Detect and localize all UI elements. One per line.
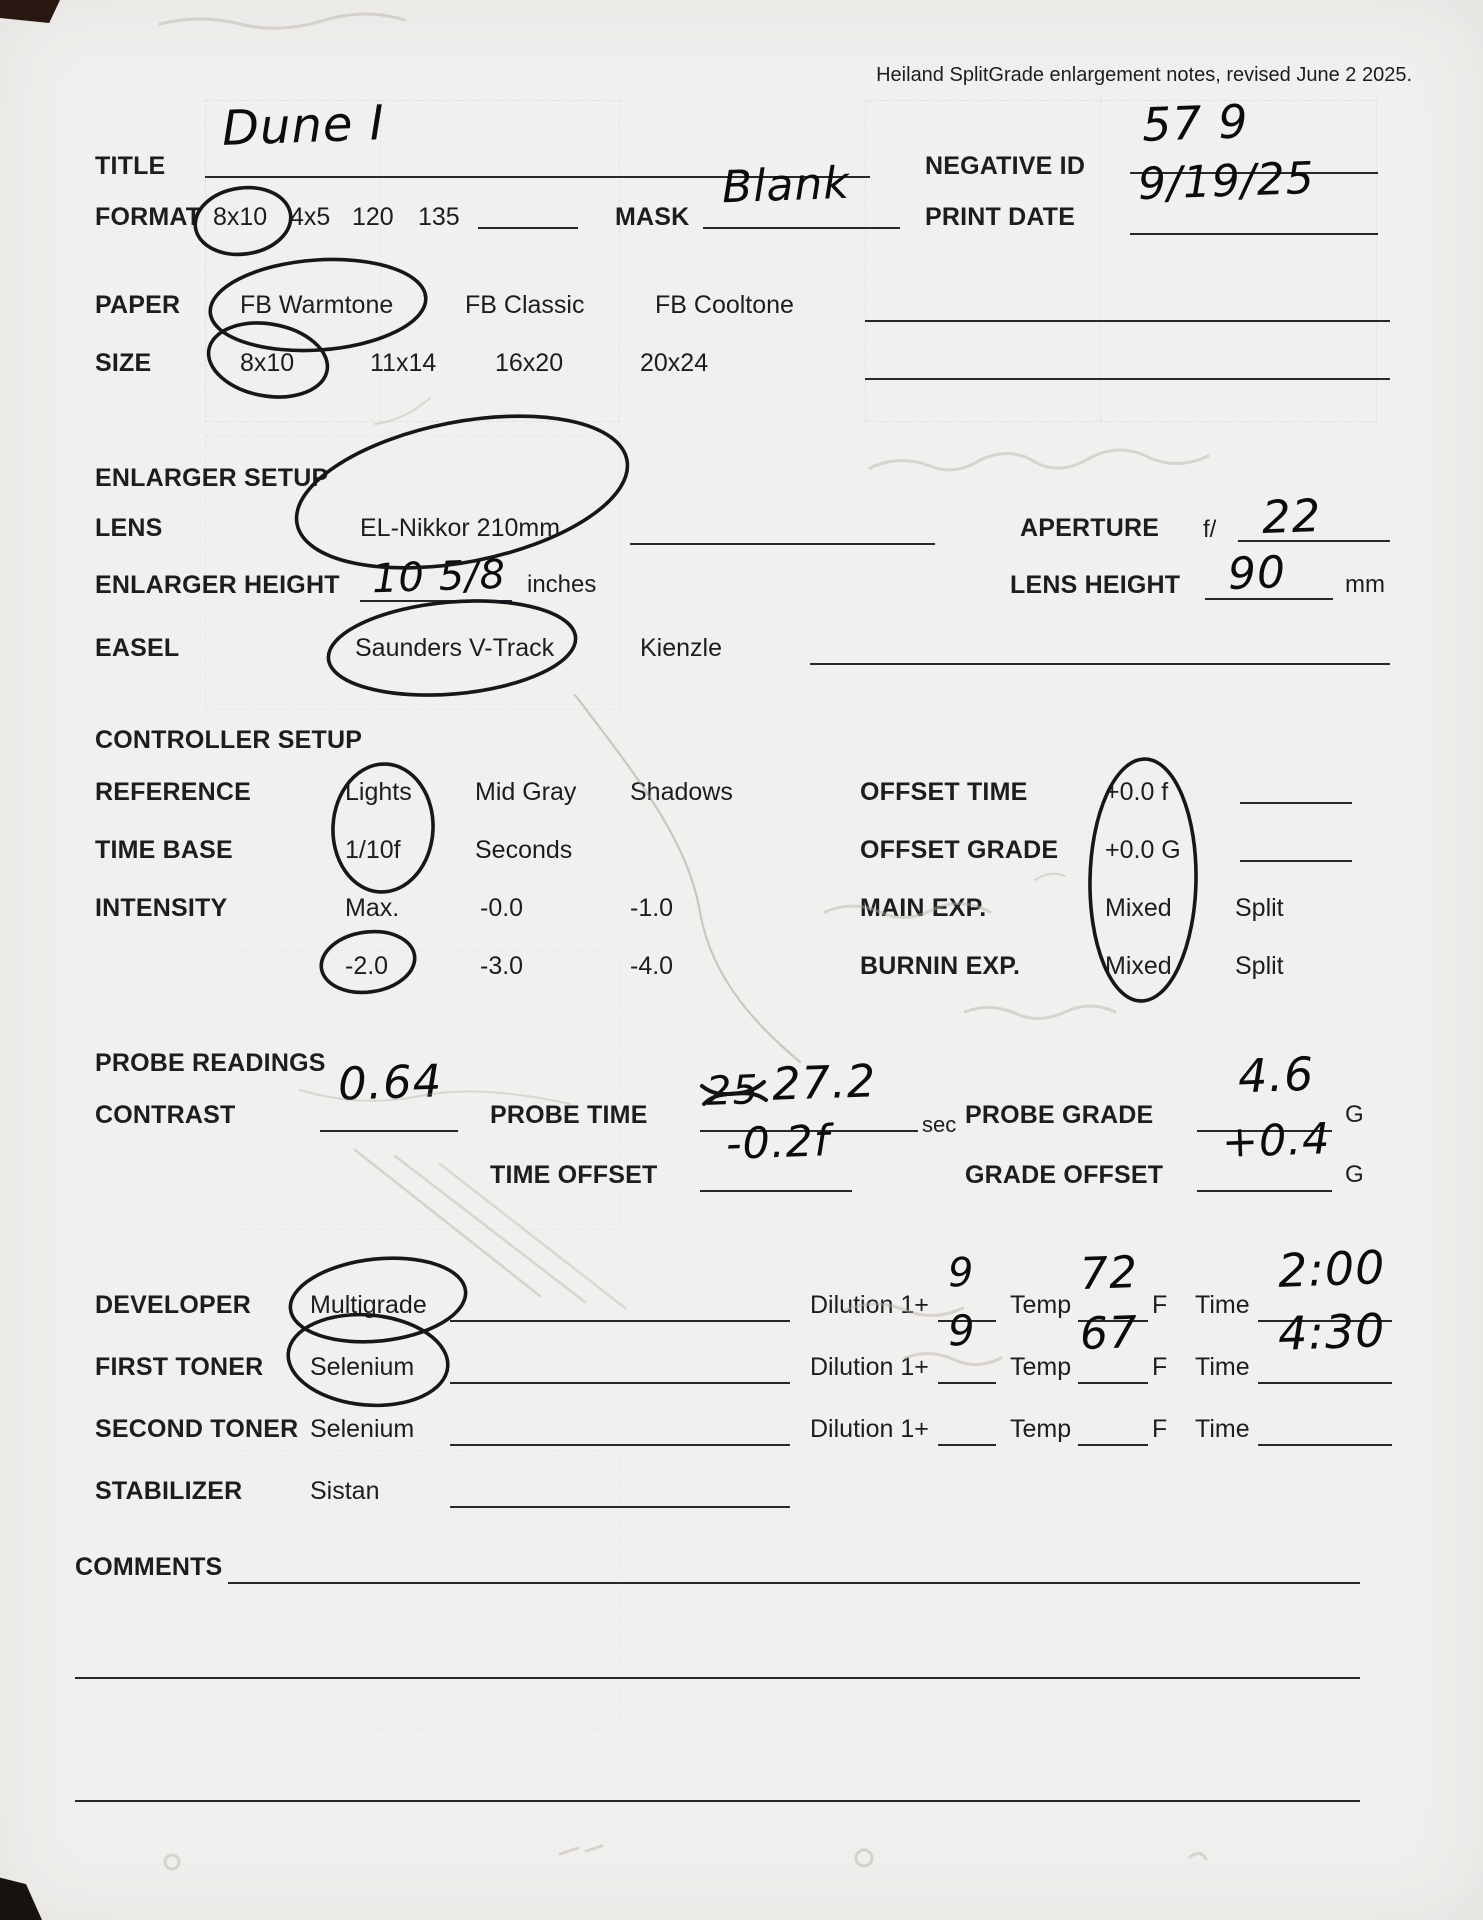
paper-option-fb-warmtone: FB Warmtone	[240, 291, 394, 319]
burnin-exp-label: BURNIN EXP.	[860, 952, 1021, 980]
print-date-label: PRINT DATE	[925, 203, 1076, 231]
dilution-underline-row3	[938, 1444, 996, 1446]
grade-offset-label: GRADE OFFSET	[965, 1161, 1164, 1189]
mask-label: MASK	[615, 203, 690, 231]
probe-grade-unit: G	[1345, 1101, 1364, 1128]
comments-underline-3	[75, 1800, 1360, 1802]
first-toner-option: Selenium	[310, 1353, 415, 1381]
developer-option: Multigrade	[310, 1291, 427, 1319]
temp-unit-row3: F	[1152, 1415, 1168, 1443]
scan-corner-artifact	[0, 0, 60, 23]
intensity-option-neg2: -2.0	[345, 952, 389, 980]
intensity-option-max: Max.	[345, 894, 400, 922]
temp-value-row1: 72	[1079, 1247, 1139, 1300]
paper-label: PAPER	[95, 291, 181, 319]
title-label: TITLE	[95, 152, 166, 180]
negative-id-label: NEGATIVE ID	[925, 152, 1086, 180]
aperture-label: APERTURE	[1020, 514, 1160, 542]
bleed-through-artifact	[870, 450, 1208, 470]
temp-unit-row2: F	[1152, 1353, 1168, 1381]
dilution-value-row2: 9	[947, 1305, 977, 1356]
time-offset-label: TIME OFFSET	[490, 1161, 658, 1189]
time-base-label: TIME BASE	[95, 836, 233, 864]
bleed-through-artifact	[160, 14, 405, 28]
paper-underline	[865, 320, 1390, 322]
contrast-underline	[320, 1130, 458, 1132]
intensity-option-neg4: -4.0	[630, 952, 674, 980]
temp-label-row1: Temp	[1010, 1291, 1072, 1319]
temp-label-row2: Temp	[1010, 1353, 1072, 1381]
negative-id-value: 57 9	[1141, 94, 1250, 152]
guide-box	[205, 1450, 620, 1730]
format-option-120: 120	[352, 203, 394, 231]
enlarger-height-value: 10 5/8	[371, 551, 507, 603]
temp-underline-row2	[1078, 1382, 1148, 1384]
offset-grade-value: +0.0 G	[1105, 836, 1181, 864]
time-underline-row2	[1258, 1382, 1392, 1384]
bleed-through-artifact	[965, 1006, 1115, 1019]
developer-label: DEVELOPER	[95, 1291, 251, 1319]
paper-option-fb-cooltone: FB Cooltone	[655, 291, 794, 319]
intensity-option-neg3: -3.0	[480, 952, 524, 980]
time-label-row3: Time	[1195, 1415, 1250, 1443]
size-option-20x24: 20x24	[640, 349, 709, 377]
offset-grade-underline	[1240, 860, 1352, 862]
size-label: SIZE	[95, 349, 152, 377]
mask-value: Blank	[721, 157, 851, 214]
probe-time-value: 27.2	[771, 1054, 878, 1111]
grade-offset-value: +0.4	[1221, 1114, 1332, 1168]
enlarger-setup-heading: ENLARGER SETUP	[95, 464, 329, 492]
bleed-through-artifact	[560, 1846, 602, 1854]
main-exp-option-mixed: Mixed	[1105, 894, 1172, 922]
format-blank-underline	[478, 227, 578, 229]
time-value-row1: 2:00	[1277, 1240, 1387, 1298]
size-option-11x14: 11x14	[370, 349, 437, 377]
enlarger-height-label: ENLARGER HEIGHT	[95, 571, 340, 599]
reference-option-mid-gray: Mid Gray	[475, 778, 577, 806]
first-toner-underline	[450, 1382, 790, 1384]
paper-option-fb-classic: FB Classic	[465, 291, 585, 319]
pencil-squiggle-artifact	[1035, 874, 1065, 880]
temp-underline-row3	[1078, 1444, 1148, 1446]
aperture-value: 22	[1261, 488, 1323, 545]
enlarger-height-unit: inches	[527, 571, 597, 598]
aperture-prefix: f/	[1203, 516, 1217, 543]
size-underline	[865, 378, 1390, 380]
time-value-row2: 4:30	[1277, 1303, 1387, 1361]
offset-time-label: OFFSET TIME	[860, 778, 1028, 806]
dilution-label-row2: Dilution 1+	[810, 1353, 929, 1381]
grade-offset-underline	[1197, 1190, 1332, 1192]
format-label: FORMAT	[95, 203, 202, 231]
second-toner-option: Selenium	[310, 1415, 415, 1443]
temp-value-row2: 67	[1079, 1307, 1139, 1360]
bleed-through-artifact	[1190, 1853, 1206, 1859]
title-value: Dune I	[221, 95, 386, 157]
controller-setup-heading: CONTROLLER SETUP	[95, 726, 363, 754]
stabilizer-option: Sistan	[310, 1477, 380, 1505]
dilution-label-row1: Dilution 1+	[810, 1291, 929, 1319]
format-option-4x5: 4x5	[290, 203, 331, 231]
dilution-underline-row2	[938, 1382, 996, 1384]
print-date-value: 9/19/25	[1137, 152, 1316, 211]
offset-time-underline	[1240, 802, 1352, 804]
easel-option-saunders: Saunders V-Track	[355, 634, 555, 662]
probe-grade-value: 4.6	[1237, 1046, 1316, 1104]
guide-box	[865, 100, 1377, 422]
offset-grade-label: OFFSET GRADE	[860, 836, 1059, 864]
guide-line	[1100, 100, 1101, 422]
probe-time-crossed-out: 25	[705, 1067, 760, 1115]
intensity-label: INTENSITY	[95, 894, 228, 922]
dilution-value-row1: 9	[947, 1249, 976, 1297]
temp-label-row3: Temp	[1010, 1415, 1072, 1443]
intensity-option-neg1: -1.0	[630, 894, 674, 922]
mask-underline	[703, 227, 900, 229]
burnin-exp-option-mixed: Mixed	[1105, 952, 1172, 980]
offset-time-value: +0.0 f	[1105, 778, 1169, 806]
lens-value: EL-Nikkor 210mm	[360, 514, 561, 542]
lens-label: LENS	[95, 514, 163, 542]
dilution-label-row3: Dilution 1+	[810, 1415, 929, 1443]
comments-underline-2	[75, 1677, 1360, 1679]
easel-option-kienzle: Kienzle	[640, 634, 722, 662]
main-exp-label: MAIN EXP.	[860, 894, 987, 922]
size-option-8x10: 8x10	[240, 349, 295, 377]
second-toner-label: SECOND TONER	[95, 1415, 299, 1443]
developer-underline	[450, 1320, 790, 1322]
reference-option-shadows: Shadows	[630, 778, 733, 806]
time-base-option-1-10f: 1/10f	[345, 836, 401, 864]
lens-height-label: LENS HEIGHT	[1010, 571, 1181, 599]
lens-height-value: 90	[1227, 547, 1287, 600]
bleed-through-artifact	[165, 1855, 179, 1869]
time-offset-value: -0.2f	[725, 1116, 831, 1170]
probe-time-label: PROBE TIME	[490, 1101, 648, 1129]
time-offset-underline	[700, 1190, 852, 1192]
stabilizer-underline	[450, 1506, 790, 1508]
first-toner-label: FIRST TONER	[95, 1353, 264, 1381]
easel-label: EASEL	[95, 634, 180, 662]
grade-offset-unit: G	[1345, 1161, 1364, 1188]
burnin-exp-option-split: Split	[1235, 952, 1284, 980]
bleed-through-artifact	[856, 1850, 872, 1866]
intensity-option-neg0: -0.0	[480, 894, 524, 922]
lens-height-unit: mm	[1345, 571, 1385, 598]
reference-option-lights: Lights	[345, 778, 412, 806]
contrast-value: 0.64	[337, 1054, 444, 1111]
time-underline-row3	[1258, 1444, 1392, 1446]
contrast-label: CONTRAST	[95, 1101, 236, 1129]
second-toner-underline	[450, 1444, 790, 1446]
time-label-row2: Time	[1195, 1353, 1250, 1381]
main-exp-option-split: Split	[1235, 894, 1284, 922]
probe-time-unit: sec	[922, 1112, 957, 1137]
comments-label: COMMENTS	[75, 1553, 223, 1581]
scan-corner-artifact	[0, 1874, 42, 1920]
temp-unit-row1: F	[1152, 1291, 1168, 1319]
time-label-row1: Time	[1195, 1291, 1250, 1319]
comments-underline-1	[228, 1582, 1360, 1584]
print-date-underline	[1130, 233, 1378, 235]
time-base-option-seconds: Seconds	[475, 836, 573, 864]
stabilizer-label: STABILIZER	[95, 1477, 243, 1505]
form-revision-note: Heiland SplitGrade enlargement notes, revised June 2 2025.	[876, 64, 1412, 86]
easel-underline	[810, 663, 1390, 665]
format-option-8x10: 8x10	[213, 203, 268, 231]
format-option-135: 135	[418, 203, 460, 231]
probe-grade-label: PROBE GRADE	[965, 1101, 1154, 1129]
lens-underline	[630, 543, 935, 545]
size-option-16x20: 16x20	[495, 349, 564, 377]
probe-readings-heading: PROBE READINGS	[95, 1049, 326, 1077]
reference-label: REFERENCE	[95, 778, 251, 806]
